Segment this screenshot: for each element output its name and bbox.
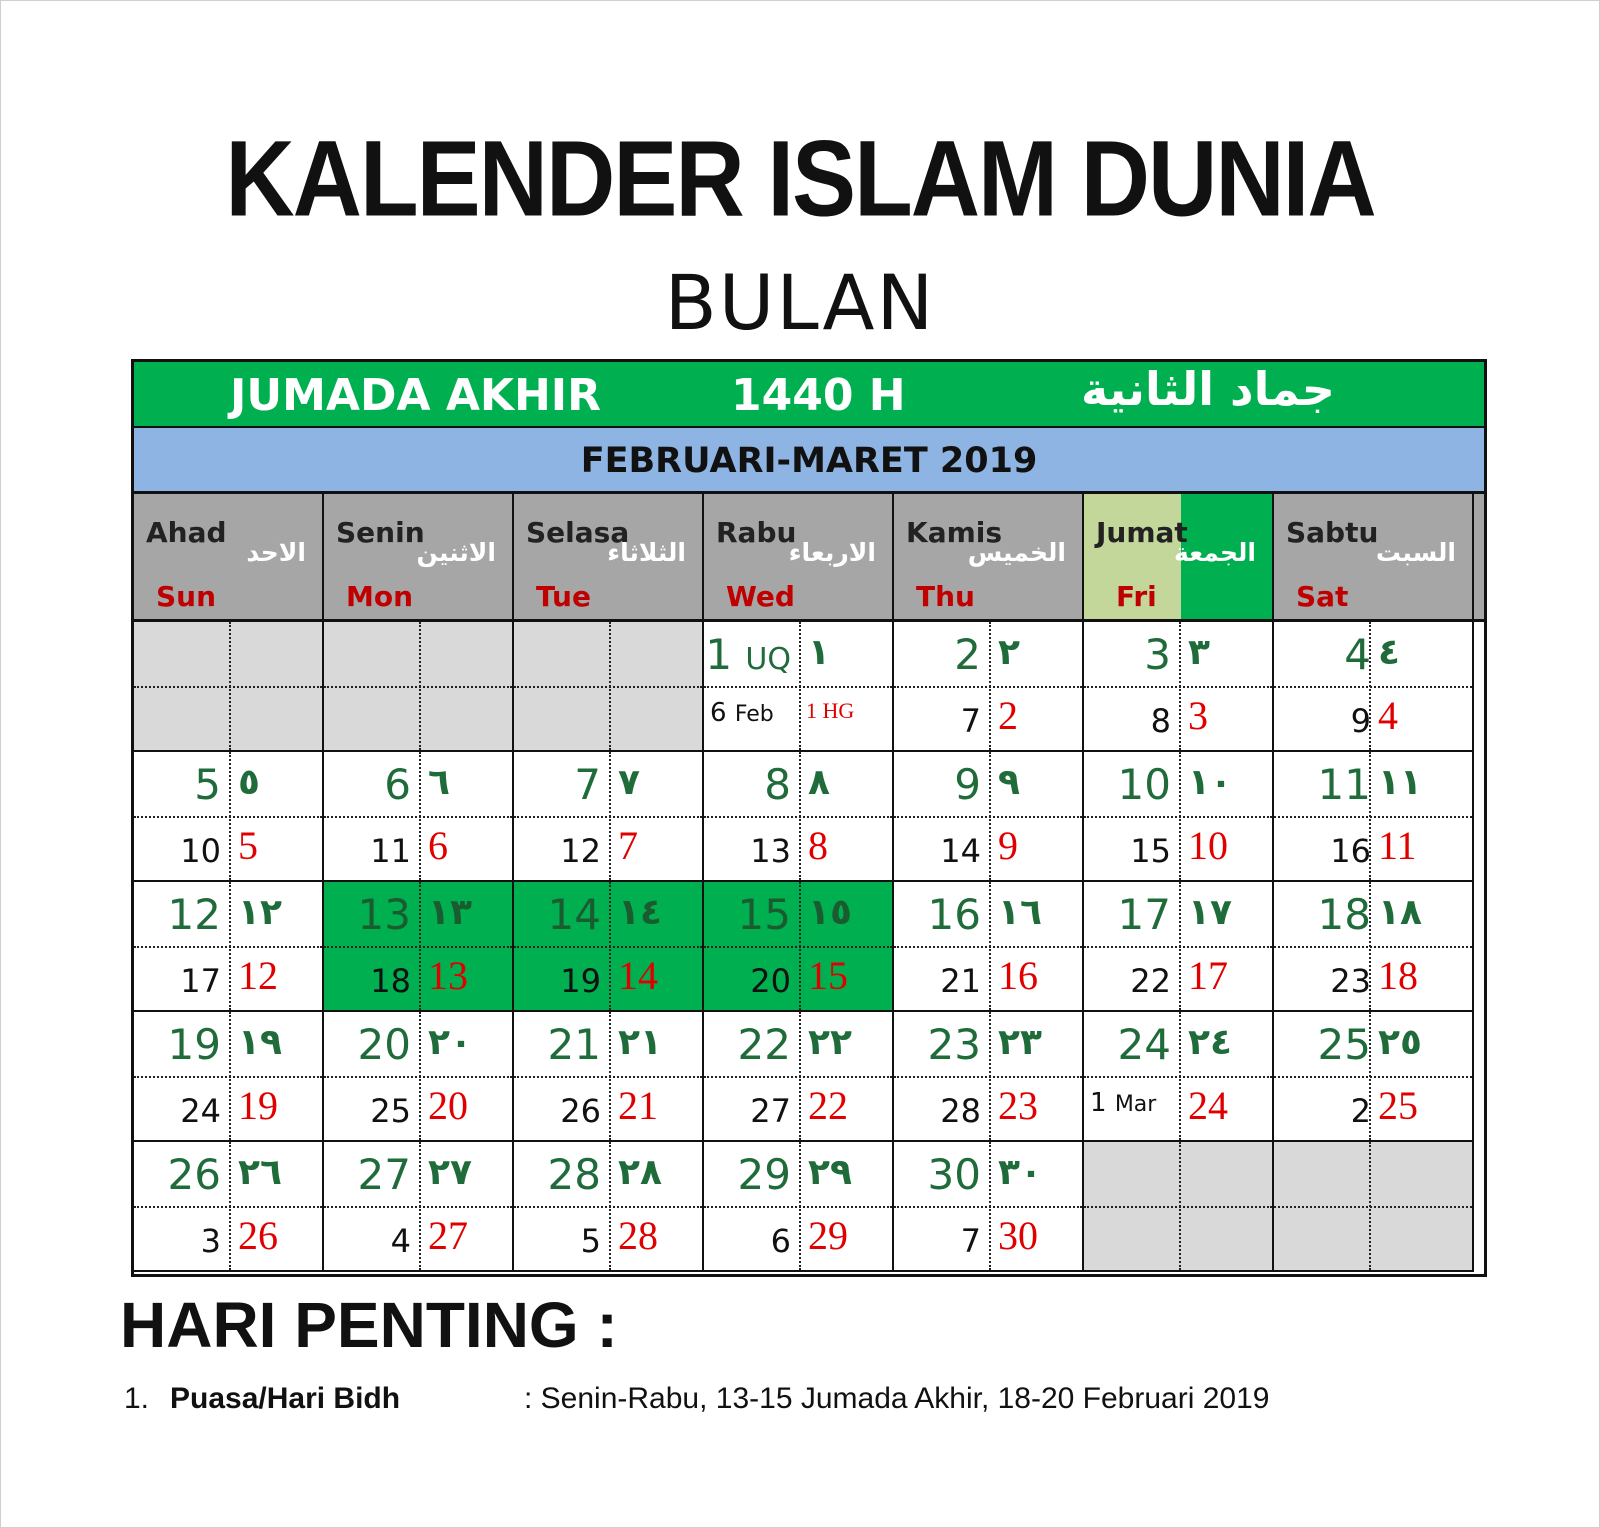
day-header-wed: [704, 494, 894, 619]
gregorian-date: 28: [940, 1092, 981, 1130]
empty-day-cell: [324, 622, 514, 752]
hijri-month-bar: [134, 362, 1484, 428]
hijri-date: 5: [194, 760, 221, 809]
hijri-date: 19: [167, 1020, 221, 1069]
day-abbr: Tue: [536, 580, 591, 613]
day-header-sun: [134, 494, 324, 619]
gregorian-date: 22: [1130, 962, 1171, 1000]
day-name-arabic: الاثنين: [416, 538, 496, 567]
day-name-arabic: الاحد: [246, 538, 306, 567]
hijri-date: 7: [574, 760, 601, 809]
day-cell[interactable]: [514, 1012, 704, 1142]
gregorian-date: 16: [1330, 832, 1371, 870]
hijri-date-arabic: ١٥: [808, 892, 852, 933]
page-subtitle: BULAN: [664, 258, 936, 347]
gregorian-month: Mar: [1114, 1092, 1157, 1117]
important-day-label: Puasa/Hari Bidh: [170, 1382, 401, 1415]
day-cell[interactable]: [894, 1142, 1084, 1272]
hijri-global-date: 29: [808, 1213, 848, 1258]
gregorian-date: 7: [960, 702, 981, 740]
day-cell[interactable]: [894, 752, 1084, 882]
empty-day-cell: [514, 622, 704, 752]
hijri-date: 26: [167, 1150, 221, 1199]
hijri-date-arabic: ٢٩: [808, 1152, 852, 1193]
hijri-global-date: 2: [998, 693, 1018, 738]
gregorian-date: 23: [1330, 962, 1371, 1000]
gregorian-date: 7: [960, 1222, 981, 1260]
hijri-date-arabic: ٧: [618, 762, 640, 803]
weekday-header-row: [134, 494, 1484, 622]
day-abbr: Fri: [1116, 580, 1157, 613]
hijri-global-date: 10: [1188, 823, 1228, 868]
important-days-title: HARI PENTING :: [120, 1289, 618, 1361]
hijri-date: 14: [547, 890, 601, 939]
hijri-global-date: 6: [428, 823, 448, 868]
hijri-global-date: 14: [618, 953, 658, 998]
day-name-arabic: الاربعاء: [788, 538, 876, 567]
hijri-date: 15: [737, 890, 791, 939]
day-cell[interactable]: [324, 882, 514, 1012]
gregorian-date: 27: [750, 1092, 791, 1130]
hijri-date-arabic: ١٣: [428, 892, 472, 933]
hijri-global-date: 27: [428, 1213, 468, 1258]
cell-divider: [1084, 1076, 1272, 1078]
gregorian-date: 24: [180, 1092, 221, 1130]
day-name: Ahad: [146, 516, 227, 549]
hijri-global-date: 16: [998, 953, 1038, 998]
hijri-date-arabic: ٤: [1378, 632, 1400, 673]
hijri-global-date: 5: [238, 823, 258, 868]
day-cell[interactable]: [1274, 752, 1474, 882]
hijri-global-date: 11: [1378, 823, 1417, 868]
hijri-global-date: 17: [1188, 953, 1228, 998]
hijri-date: 17: [1117, 890, 1171, 939]
empty-day-cell: [1084, 1142, 1274, 1272]
hijri-global-date: 28: [618, 1213, 658, 1258]
day-name: Senin: [336, 516, 425, 549]
important-day-number: 1.: [124, 1382, 150, 1415]
day-cell[interactable]: [324, 752, 514, 882]
hijri-global-date: 21: [618, 1083, 658, 1128]
hijri-month-name: JUMADA AKHIR: [230, 370, 602, 421]
cell-divider: [324, 816, 512, 818]
gregorian-date: 8: [1150, 702, 1171, 740]
gregorian-date: 9: [1350, 702, 1371, 740]
hijri-date: 4: [1344, 630, 1371, 679]
day-name: Jumat: [1096, 516, 1188, 549]
gregorian-date: 3: [200, 1222, 221, 1260]
hijri-date: 25: [1317, 1020, 1371, 1069]
hijri-date-arabic: ٣: [1188, 632, 1210, 673]
hijri-date-arabic: ١٢: [238, 892, 282, 933]
day-name: Selasa: [526, 516, 630, 549]
hijri-global-date: 15: [808, 953, 848, 998]
gregorian-date: 14: [940, 832, 981, 870]
gregorian-date: 2: [1350, 1092, 1371, 1130]
cell-divider: [894, 686, 1082, 688]
hijri-date: 22: [737, 1020, 791, 1069]
hijri-date-arabic: ٢٢: [808, 1022, 852, 1063]
cell-divider: [514, 1206, 702, 1208]
hijri-global-date: 3: [1188, 693, 1208, 738]
hijri-date-arabic: ٨: [808, 762, 830, 803]
cell-divider: [514, 816, 702, 818]
hijri-date-arabic: ١٤: [618, 892, 662, 933]
hijri-date: 16: [927, 890, 981, 939]
hijri-date: 24: [1117, 1020, 1171, 1069]
hijri-global-date: 23: [998, 1083, 1038, 1128]
gregorian-range-bar: FEBRUARI-MARET 2019: [134, 428, 1484, 494]
gregorian-date: 10: [180, 832, 221, 870]
gregorian-date: 13: [750, 832, 791, 870]
hijri-date: 6: [384, 760, 411, 809]
hijri-date: 9: [954, 760, 981, 809]
empty-day-cell: [1274, 1142, 1474, 1272]
hijri-global-date: 19: [238, 1083, 278, 1128]
hijri-date-arabic: ١٨: [1378, 892, 1422, 933]
hijri-date: 30: [927, 1150, 981, 1199]
hijri-global-date: 4: [1378, 693, 1398, 738]
cell-divider: [514, 946, 702, 948]
day-header-mon: [324, 494, 514, 619]
hijri-global-date: 18: [1378, 953, 1418, 998]
cell-divider: [894, 1206, 1082, 1208]
hijri-date-arabic: ٢٨: [618, 1152, 662, 1193]
cell-divider: [1274, 686, 1472, 688]
day-cell[interactable]: [324, 1142, 514, 1272]
cell-divider: [704, 686, 892, 688]
cell-divider: [1084, 946, 1272, 948]
day-cell[interactable]: [324, 1012, 514, 1142]
day-name: Sabtu: [1286, 516, 1379, 549]
hijri-global-date: 25: [1378, 1083, 1418, 1128]
day-cell[interactable]: [704, 622, 894, 752]
day-name-arabic: الثلاثاء: [607, 538, 686, 567]
hijri-date: 21: [547, 1020, 601, 1069]
gregorian-date: 25: [370, 1092, 411, 1130]
page-title: KALENDER ISLAM DUNIA: [225, 119, 1375, 239]
day-header-fri: [1084, 494, 1274, 619]
cell-divider: [324, 946, 512, 948]
cell-divider: [1084, 686, 1272, 688]
day-header-sat: [1274, 494, 1474, 619]
hijri-date-suffix: UQ: [745, 642, 791, 677]
day-cell[interactable]: [1084, 1012, 1274, 1142]
hijri-date-arabic: ٦: [428, 762, 450, 803]
cell-divider: [324, 686, 512, 688]
hijri-date-arabic: ٢: [998, 632, 1020, 673]
gregorian-date: 15: [1130, 832, 1171, 870]
hijri-date: 29: [737, 1150, 791, 1199]
hijri-date: 12: [167, 890, 221, 939]
hijri-date-arabic: ٥: [238, 762, 260, 803]
hijri-date-arabic: ٢٧: [428, 1152, 472, 1193]
cell-divider: [134, 1206, 322, 1208]
hijri-date: 11: [1317, 760, 1371, 809]
cell-divider: [514, 686, 702, 688]
gregorian-date: 5: [580, 1222, 601, 1260]
hijri-global-date: 30: [998, 1213, 1038, 1258]
hijri-date: 23: [927, 1020, 981, 1069]
cell-divider: [704, 1076, 892, 1078]
hijri-date-arabic: ٢٤: [1188, 1022, 1232, 1063]
day-cell[interactable]: [1274, 1012, 1474, 1142]
hijri-global-date: 22: [808, 1083, 848, 1128]
hijri-date-arabic: ٢٥: [1378, 1022, 1422, 1063]
hijri-date-arabic: ٩: [998, 762, 1020, 803]
day-abbr: Mon: [346, 580, 414, 613]
cell-divider: [324, 1076, 512, 1078]
cell-divider: [1274, 816, 1472, 818]
day-cell[interactable]: [1084, 752, 1274, 882]
calendar-grid: [134, 622, 1484, 1274]
gregorian-date: 19: [560, 962, 601, 1000]
hijri-date: 8: [764, 760, 791, 809]
hijri-global-date: 26: [238, 1213, 278, 1258]
day-cell[interactable]: [134, 1142, 324, 1272]
hijri-global-date: 8: [808, 823, 828, 868]
hijri-date-arabic: ٢٣: [998, 1022, 1042, 1063]
day-cell[interactable]: [514, 882, 704, 1012]
hijri-month-arabic: جماد الثانية: [1081, 362, 1335, 416]
gregorian-date: 6: [770, 1222, 791, 1260]
hijri-date: 28: [547, 1150, 601, 1199]
hijri-date-arabic: ١٦: [998, 892, 1042, 933]
hijri-date-arabic: ١١: [1378, 762, 1422, 803]
hijri-global-date: 12: [238, 953, 278, 998]
day-cell[interactable]: [1084, 882, 1274, 1012]
hijri-date-arabic: ٣٠: [998, 1152, 1042, 1193]
cell-divider: [1274, 946, 1472, 948]
day-header-tue: [514, 494, 704, 619]
day-name-arabic: الجمعة: [1173, 538, 1256, 567]
day-cell[interactable]: [134, 1012, 324, 1142]
cell-divider: [324, 1206, 512, 1208]
hijri-date: 20: [357, 1020, 411, 1069]
hijri-date: 18: [1317, 890, 1371, 939]
cell-divider: [1274, 1076, 1472, 1078]
day-abbr: Sun: [156, 580, 217, 613]
hijri-date-arabic: ٢٦: [238, 1152, 282, 1193]
cell-divider: [704, 1206, 892, 1208]
day-cell[interactable]: [514, 1142, 704, 1272]
day-header-thu: [894, 494, 1084, 619]
hijri-global-date: 24: [1188, 1083, 1228, 1128]
day-cell[interactable]: [704, 1142, 894, 1272]
day-cell[interactable]: [894, 1012, 1084, 1142]
gregorian-month: Feb: [734, 702, 774, 727]
day-cell[interactable]: [704, 1012, 894, 1142]
day-abbr: Wed: [726, 580, 795, 613]
hijri-date: 1 UQ: [705, 630, 791, 679]
hijri-date-arabic: ١٠: [1188, 762, 1232, 803]
day-name: Kamis: [906, 516, 1003, 549]
cell-divider: [514, 1076, 702, 1078]
day-cell[interactable]: [704, 752, 894, 882]
hijri-global-date: 9: [998, 823, 1018, 868]
hijri-date: 2: [954, 630, 981, 679]
cell-divider: [1084, 1206, 1272, 1208]
gregorian-date: 1 Mar: [1090, 1088, 1157, 1118]
cell-divider: [134, 686, 322, 688]
hijri-date-arabic: ١: [808, 632, 830, 673]
day-cell[interactable]: [1274, 882, 1474, 1012]
gregorian-date: 4: [390, 1222, 411, 1260]
cell-divider: [134, 946, 322, 948]
hijri-date: 10: [1117, 760, 1171, 809]
day-cell[interactable]: [1274, 622, 1474, 752]
hijri-date-arabic: ٢١: [618, 1022, 662, 1063]
cell-divider: [894, 816, 1082, 818]
hijri-date-arabic: ٢٠: [428, 1022, 472, 1063]
cell-divider: [894, 946, 1082, 948]
hijri-year: 1440 H: [731, 370, 906, 421]
gregorian-date: 6 Feb: [710, 698, 774, 728]
day-cell[interactable]: [894, 622, 1084, 752]
day-cell[interactable]: [514, 752, 704, 882]
day-name: Rabu: [716, 516, 797, 549]
empty-day-cell: [134, 622, 324, 752]
gregorian-date: 21: [940, 962, 981, 1000]
gregorian-date: 12: [560, 832, 601, 870]
important-day-description: : Senin-Rabu, 13-15 Jumada Akhir, 18-20 Februari 2019: [524, 1382, 1270, 1415]
cell-divider: [704, 816, 892, 818]
gregorian-date: 26: [560, 1092, 601, 1130]
day-abbr: Sat: [1296, 580, 1349, 613]
hijri-date-arabic: ١٩: [238, 1022, 282, 1063]
day-name-arabic: الخميس: [967, 538, 1066, 567]
hijri-global-date: 13: [428, 953, 468, 998]
hijri-global-date: 20: [428, 1083, 468, 1128]
gregorian-date: 18: [370, 962, 411, 1000]
hijri-date-arabic: ١٧: [1188, 892, 1232, 933]
gregorian-date: 17: [180, 962, 221, 1000]
cell-divider: [134, 816, 322, 818]
cell-divider: [894, 1076, 1082, 1078]
day-cell[interactable]: [134, 752, 324, 882]
cell-divider: [1084, 816, 1272, 818]
day-cell[interactable]: [704, 882, 894, 1012]
hijri-global-date: 1 HG: [806, 698, 855, 723]
hijri-date: 3: [1144, 630, 1171, 679]
day-cell[interactable]: [1084, 622, 1274, 752]
calendar-table: [131, 359, 1487, 1277]
gregorian-date: 11: [370, 832, 411, 870]
day-name-arabic: السبت: [1375, 538, 1456, 567]
hijri-date: 13: [357, 890, 411, 939]
day-cell[interactable]: [894, 882, 1084, 1012]
day-cell[interactable]: [134, 882, 324, 1012]
cell-divider: [704, 946, 892, 948]
cell-divider: [134, 1076, 322, 1078]
day-abbr: Thu: [916, 580, 975, 613]
hijri-date: 27: [357, 1150, 411, 1199]
cell-divider: [1274, 1206, 1472, 1208]
hijri-global-date: 7: [618, 823, 638, 868]
gregorian-date: 20: [750, 962, 791, 1000]
